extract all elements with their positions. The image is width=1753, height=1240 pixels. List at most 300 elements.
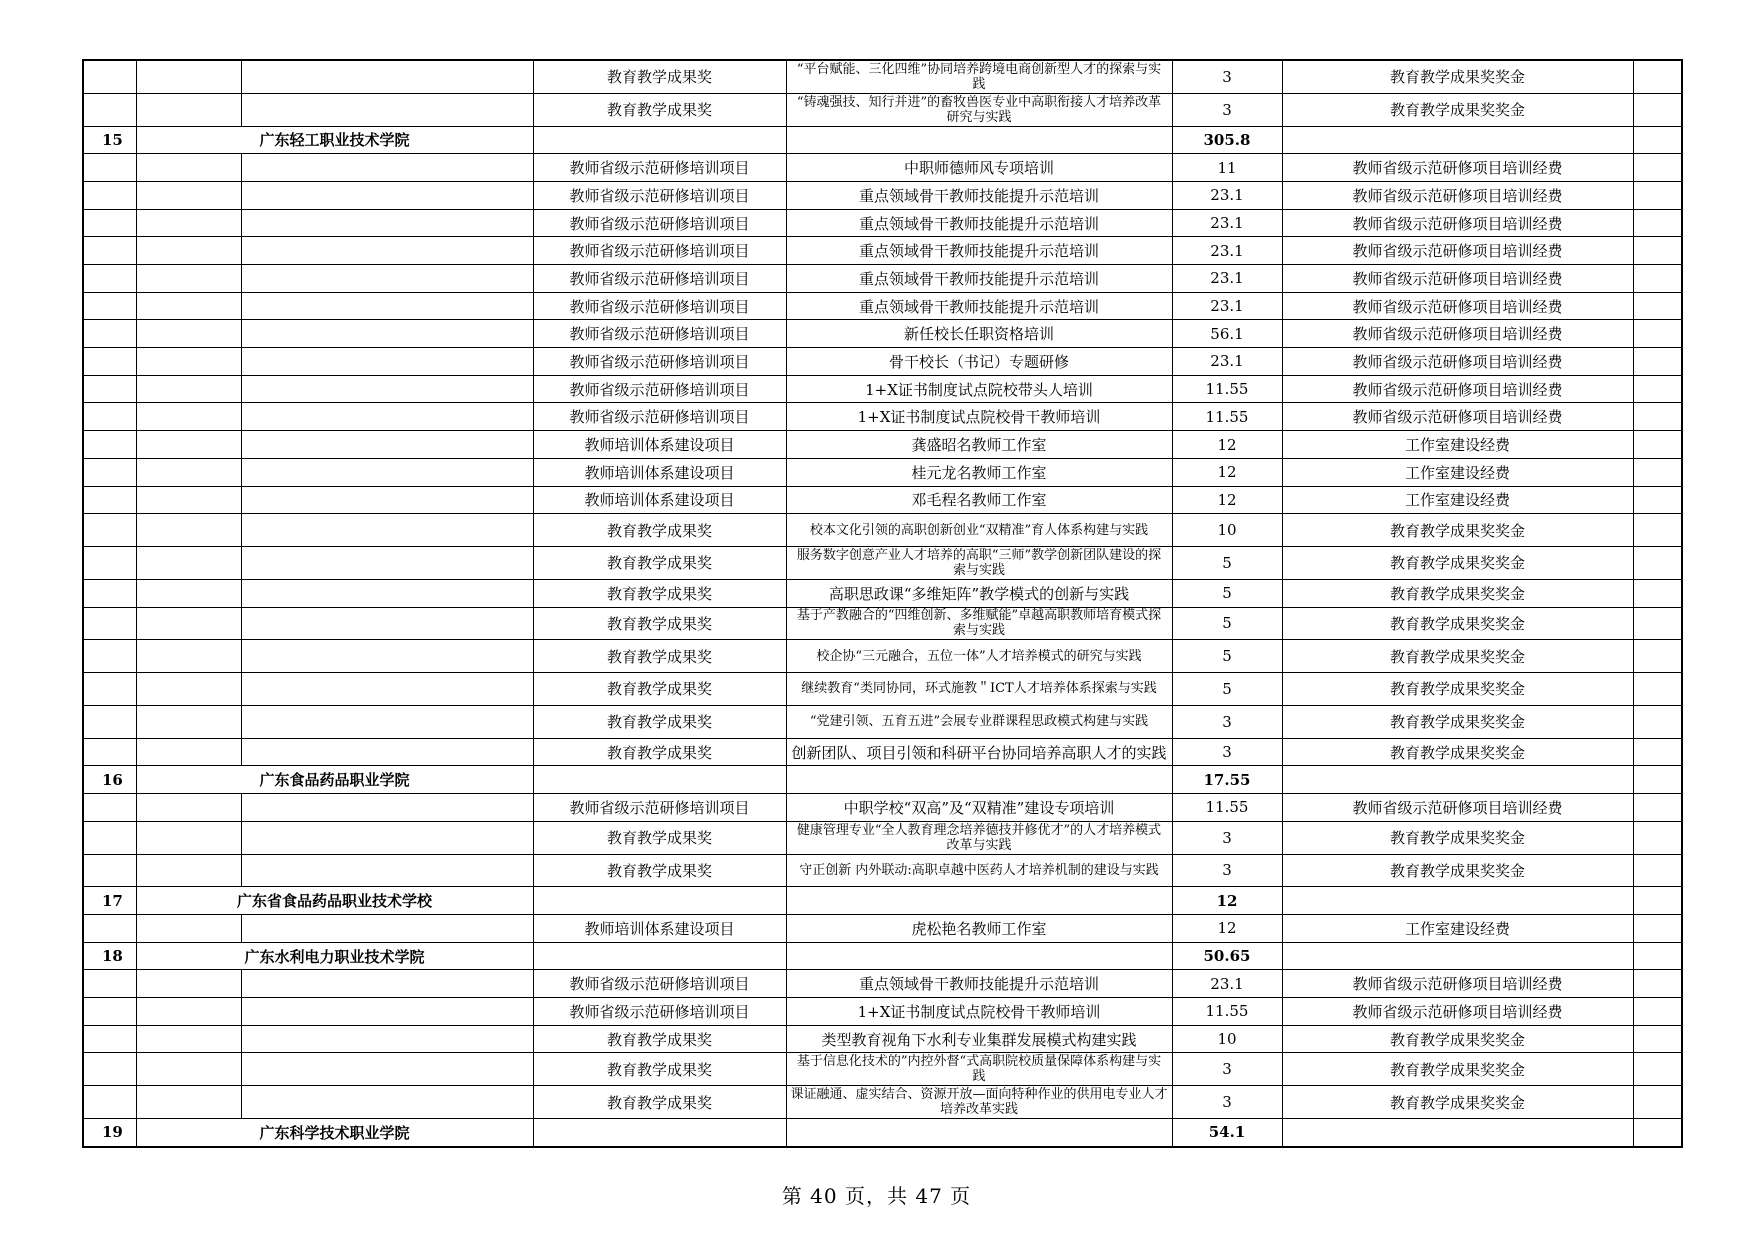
- seq-cell: 17: [83, 887, 136, 915]
- unit-cell: [241, 458, 533, 486]
- blank-cell: [136, 320, 241, 348]
- amount-cell: 11: [1172, 154, 1282, 182]
- project-cell: 重点领域骨干教师技能提升示范培训: [786, 181, 1172, 209]
- blank-cell: [136, 970, 241, 998]
- amount-cell: 54.1: [1172, 1119, 1282, 1147]
- seq-cell: [83, 320, 136, 348]
- remark-cell: [1633, 514, 1682, 547]
- unit-cell: [241, 375, 533, 403]
- remark-cell: [1633, 292, 1682, 320]
- remark-cell: [1633, 60, 1682, 93]
- project-cell: “平台赋能、三化四维”协同培养跨境电商创新型人才的探索与实践: [786, 60, 1172, 93]
- table-row: [83, 794, 1682, 822]
- seq-cell: 16: [83, 766, 136, 794]
- remark-cell: [1633, 673, 1682, 706]
- seq-cell: [83, 458, 136, 486]
- amount-cell: 23.1: [1172, 292, 1282, 320]
- fund-cell: 教育教学成果奖奖金: [1282, 705, 1633, 738]
- unit-cell: [241, 821, 533, 854]
- amount-cell: 50.65: [1172, 942, 1282, 970]
- project-cell: 重点领域骨干教师技能提升示范培训: [786, 237, 1172, 265]
- unit-cell: [241, 607, 533, 640]
- blank-cell: [136, 579, 241, 607]
- remark-cell: [1633, 738, 1682, 766]
- blank-cell: [136, 403, 241, 431]
- blank-cell: [136, 60, 241, 93]
- table-row: [83, 458, 1682, 486]
- fund-cell: 教师省级示范研修项目培训经费: [1282, 265, 1633, 293]
- seq-cell: [83, 154, 136, 182]
- category-cell: [533, 126, 786, 154]
- fund-cell: 教育教学成果奖奖金: [1282, 673, 1633, 706]
- seq-cell: [83, 1086, 136, 1119]
- seq-cell: [83, 998, 136, 1026]
- remark-cell: [1633, 486, 1682, 514]
- table-row: [83, 998, 1682, 1026]
- category-cell: 教师省级示范研修培训项目: [533, 970, 786, 998]
- seq-cell: [83, 292, 136, 320]
- unit-cell: [241, 579, 533, 607]
- remark-cell: [1633, 1086, 1682, 1119]
- seq-cell: [83, 514, 136, 547]
- blank-cell: [136, 915, 241, 943]
- unit-cell: [241, 547, 533, 580]
- seq-cell: 18: [83, 942, 136, 970]
- remark-cell: [1633, 915, 1682, 943]
- table-row: [83, 292, 1682, 320]
- remark-cell: [1633, 705, 1682, 738]
- institution-row: [83, 887, 1682, 915]
- fund-cell: 教育教学成果奖奖金: [1282, 640, 1633, 673]
- blank-cell: [136, 1053, 241, 1086]
- amount-cell: 11.55: [1172, 794, 1282, 822]
- unit-cell: [241, 320, 533, 348]
- project-cell: 继续教育“类同协同，环式施教＂ICT人才培养体系探索与实践: [786, 673, 1172, 706]
- blank-cell: [136, 375, 241, 403]
- unit-cell: [241, 738, 533, 766]
- blank-cell: [136, 486, 241, 514]
- seq-cell: [83, 579, 136, 607]
- remark-cell: [1633, 794, 1682, 822]
- category-cell: 教育教学成果奖: [533, 1025, 786, 1053]
- unit-cell: [241, 998, 533, 1026]
- project-cell: 虎松艳名教师工作室: [786, 915, 1172, 943]
- amount-cell: 5: [1172, 673, 1282, 706]
- table-row: [83, 607, 1682, 640]
- amount-cell: 11.55: [1172, 998, 1282, 1026]
- unit-cell: [241, 60, 533, 93]
- remark-cell: [1633, 607, 1682, 640]
- seq-cell: [83, 1025, 136, 1053]
- category-cell: 教师省级示范研修培训项目: [533, 209, 786, 237]
- amount-cell: 12: [1172, 915, 1282, 943]
- remark-cell: [1633, 181, 1682, 209]
- seq-cell: [83, 821, 136, 854]
- category-cell: 教育教学成果奖: [533, 738, 786, 766]
- project-cell: 重点领域骨干教师技能提升示范培训: [786, 970, 1172, 998]
- table-row: [83, 821, 1682, 854]
- category-cell: [533, 766, 786, 794]
- remark-cell: [1633, 348, 1682, 376]
- fund-cell: 教育教学成果奖奖金: [1282, 60, 1633, 93]
- unit-cell: [241, 915, 533, 943]
- category-cell: 教师培训体系建设项目: [533, 431, 786, 459]
- amount-cell: 23.1: [1172, 209, 1282, 237]
- seq-cell: [83, 181, 136, 209]
- blank-cell: [136, 154, 241, 182]
- project-cell: 新任校长任职资格培训: [786, 320, 1172, 348]
- category-cell: [533, 1119, 786, 1147]
- institution-row: [83, 766, 1682, 794]
- fund-cell: 教师省级示范研修项目培训经费: [1282, 237, 1633, 265]
- amount-cell: 23.1: [1172, 237, 1282, 265]
- category-cell: 教育教学成果奖: [533, 821, 786, 854]
- table-row: [83, 265, 1682, 293]
- institution-name: 广东食品药品职业学院: [136, 766, 533, 794]
- blank-cell: [136, 607, 241, 640]
- blank-cell: [136, 854, 241, 887]
- institution-name: 广东水利电力职业技术学院: [136, 942, 533, 970]
- unit-cell: [241, 154, 533, 182]
- seq-cell: [83, 607, 136, 640]
- seq-cell: 19: [83, 1119, 136, 1147]
- table-row: [83, 93, 1682, 126]
- blank-cell: [136, 431, 241, 459]
- project-cell: 守正创新 内外联动:高职卓越中医药人才培养机制的建设与实践: [786, 854, 1172, 887]
- blank-cell: [136, 209, 241, 237]
- table-row: [83, 431, 1682, 459]
- category-cell: 教育教学成果奖: [533, 1053, 786, 1086]
- project-cell: 健康管理专业“全人教育理念培养德技并修优才”的人才培养模式改革与实践: [786, 821, 1172, 854]
- fund-cell: 教育教学成果奖奖金: [1282, 821, 1633, 854]
- amount-cell: 23.1: [1172, 348, 1282, 376]
- amount-cell: 3: [1172, 60, 1282, 93]
- blank-cell: [136, 348, 241, 376]
- category-cell: 教育教学成果奖: [533, 705, 786, 738]
- remark-cell: [1633, 766, 1682, 794]
- category-cell: [533, 887, 786, 915]
- project-cell: 骨干校长（书记）专题研修: [786, 348, 1172, 376]
- amount-cell: 17.55: [1172, 766, 1282, 794]
- project-cell: [786, 1119, 1172, 1147]
- project-cell: “铸魂强技、知行并进”的畜牧兽医专业中高职衔接人才培养改革研究与实践: [786, 93, 1172, 126]
- remark-cell: [1633, 1053, 1682, 1086]
- institution-name: 广东科学技术职业学院: [136, 1119, 533, 1147]
- table-row: [83, 738, 1682, 766]
- category-cell: 教师培训体系建设项目: [533, 458, 786, 486]
- remark-cell: [1633, 431, 1682, 459]
- remark-cell: [1633, 998, 1682, 1026]
- remark-cell: [1633, 1119, 1682, 1147]
- category-cell: 教师培训体系建设项目: [533, 486, 786, 514]
- unit-cell: [241, 970, 533, 998]
- unit-cell: [241, 794, 533, 822]
- table-row: [83, 403, 1682, 431]
- amount-cell: 3: [1172, 93, 1282, 126]
- unit-cell: [241, 403, 533, 431]
- category-cell: 教师省级示范研修培训项目: [533, 348, 786, 376]
- seq-cell: [83, 1053, 136, 1086]
- project-cell: 高职思政课“多维矩阵”教学模式的创新与实践: [786, 579, 1172, 607]
- unit-cell: [241, 93, 533, 126]
- fund-cell: 教育教学成果奖奖金: [1282, 579, 1633, 607]
- project-cell: 课证融通、虚实结合、资源开放—面向特种作业的供用电专业人才培养改革实践: [786, 1086, 1172, 1119]
- fund-cell: 教师省级示范研修项目培训经费: [1282, 209, 1633, 237]
- remark-cell: [1633, 375, 1682, 403]
- remark-cell: [1633, 93, 1682, 126]
- remark-cell: [1633, 458, 1682, 486]
- amount-cell: 3: [1172, 854, 1282, 887]
- fund-cell: 教师省级示范研修项目培训经费: [1282, 403, 1633, 431]
- remark-cell: [1633, 209, 1682, 237]
- remark-cell: [1633, 854, 1682, 887]
- category-cell: 教师省级示范研修培训项目: [533, 320, 786, 348]
- fund-cell: 教师省级示范研修项目培训经费: [1282, 348, 1633, 376]
- blank-cell: [136, 640, 241, 673]
- remark-cell: [1633, 126, 1682, 154]
- fund-cell: 教师省级示范研修项目培训经费: [1282, 292, 1633, 320]
- seq-cell: [83, 209, 136, 237]
- fund-cell: [1282, 887, 1633, 915]
- table-row: [83, 705, 1682, 738]
- blank-cell: [136, 1086, 241, 1119]
- table-row: [83, 514, 1682, 547]
- remark-cell: [1633, 970, 1682, 998]
- project-cell: 类型教育视角下水利专业集群发展模式构建实践: [786, 1025, 1172, 1053]
- seq-cell: [83, 794, 136, 822]
- category-cell: 教育教学成果奖: [533, 93, 786, 126]
- blank-cell: [136, 458, 241, 486]
- project-cell: 重点领域骨干教师技能提升示范培训: [786, 292, 1172, 320]
- amount-cell: 3: [1172, 705, 1282, 738]
- project-cell: 1+X证书制度试点院校骨干教师培训: [786, 403, 1172, 431]
- project-cell: 邓毛程名教师工作室: [786, 486, 1172, 514]
- table-row: [83, 579, 1682, 607]
- fund-cell: 教师省级示范研修项目培训经费: [1282, 154, 1633, 182]
- category-cell: 教育教学成果奖: [533, 854, 786, 887]
- seq-cell: [83, 60, 136, 93]
- fund-cell: 教育教学成果奖奖金: [1282, 1025, 1633, 1053]
- institution-row: [83, 1119, 1682, 1147]
- fund-cell: [1282, 126, 1633, 154]
- seq-cell: [83, 403, 136, 431]
- blank-cell: [136, 998, 241, 1026]
- amount-cell: 3: [1172, 821, 1282, 854]
- seq-cell: [83, 348, 136, 376]
- blank-cell: [136, 1025, 241, 1053]
- amount-cell: 12: [1172, 431, 1282, 459]
- seq-cell: [83, 640, 136, 673]
- category-cell: 教师省级示范研修培训项目: [533, 154, 786, 182]
- table-row: [83, 348, 1682, 376]
- blank-cell: [136, 514, 241, 547]
- table-row: [83, 60, 1682, 93]
- remark-cell: [1633, 1025, 1682, 1053]
- remark-cell: [1633, 154, 1682, 182]
- fund-cell: 教育教学成果奖奖金: [1282, 93, 1633, 126]
- fund-cell: 工作室建设经费: [1282, 458, 1633, 486]
- category-cell: 教育教学成果奖: [533, 1086, 786, 1119]
- seq-cell: [83, 738, 136, 766]
- unit-cell: [241, 292, 533, 320]
- blank-cell: [136, 673, 241, 706]
- fund-cell: 教师省级示范研修项目培训经费: [1282, 181, 1633, 209]
- blank-cell: [136, 237, 241, 265]
- amount-cell: 10: [1172, 1025, 1282, 1053]
- amount-cell: 12: [1172, 458, 1282, 486]
- fund-cell: 工作室建设经费: [1282, 431, 1633, 459]
- seq-cell: [83, 486, 136, 514]
- category-cell: 教师省级示范研修培训项目: [533, 403, 786, 431]
- fund-cell: 教师省级示范研修项目培训经费: [1282, 320, 1633, 348]
- amount-cell: 11.55: [1172, 403, 1282, 431]
- unit-cell: [241, 673, 533, 706]
- seq-cell: [83, 705, 136, 738]
- blank-cell: [136, 93, 241, 126]
- unit-cell: [241, 514, 533, 547]
- institution-name: 广东省食品药品职业技术学校: [136, 887, 533, 915]
- project-cell: 重点领域骨干教师技能提升示范培训: [786, 265, 1172, 293]
- seq-cell: [83, 237, 136, 265]
- category-cell: 教师省级示范研修培训项目: [533, 794, 786, 822]
- table-row: [83, 915, 1682, 943]
- amount-cell: 12: [1172, 887, 1282, 915]
- unit-cell: [241, 1053, 533, 1086]
- table-row: [83, 209, 1682, 237]
- project-cell: “党建引领、五育五进”会展专业群课程思政模式构建与实践: [786, 705, 1172, 738]
- unit-cell: [241, 854, 533, 887]
- fund-cell: [1282, 766, 1633, 794]
- amount-cell: 5: [1172, 579, 1282, 607]
- table-row: [83, 181, 1682, 209]
- remark-cell: [1633, 403, 1682, 431]
- fund-cell: 教育教学成果奖奖金: [1282, 514, 1633, 547]
- unit-cell: [241, 181, 533, 209]
- blank-cell: [136, 705, 241, 738]
- seq-cell: [83, 547, 136, 580]
- unit-cell: [241, 640, 533, 673]
- remark-cell: [1633, 265, 1682, 293]
- blank-cell: [136, 547, 241, 580]
- category-cell: 教师省级示范研修培训项目: [533, 265, 786, 293]
- category-cell: 教师培训体系建设项目: [533, 915, 786, 943]
- project-cell: 桂元龙名教师工作室: [786, 458, 1172, 486]
- category-cell: 教育教学成果奖: [533, 640, 786, 673]
- unit-cell: [241, 265, 533, 293]
- fund-cell: 工作室建设经费: [1282, 486, 1633, 514]
- project-cell: 校企协“三元融合，五位一体”人才培养模式的研究与实践: [786, 640, 1172, 673]
- remark-cell: [1633, 547, 1682, 580]
- category-cell: 教师省级示范研修培训项目: [533, 375, 786, 403]
- project-cell: [786, 942, 1172, 970]
- amount-cell: 3: [1172, 1053, 1282, 1086]
- amount-cell: 10: [1172, 514, 1282, 547]
- table-row: [83, 970, 1682, 998]
- seq-cell: [83, 375, 136, 403]
- table-row: [83, 1053, 1682, 1086]
- unit-cell: [241, 1025, 533, 1053]
- table-row: [83, 1025, 1682, 1053]
- project-cell: 创新团队、项目引领和科研平台协同培养高职人才的实践: [786, 738, 1172, 766]
- remark-cell: [1633, 821, 1682, 854]
- project-cell: [786, 126, 1172, 154]
- amount-cell: 3: [1172, 1086, 1282, 1119]
- category-cell: [533, 942, 786, 970]
- unit-cell: [241, 705, 533, 738]
- fund-cell: 教育教学成果奖奖金: [1282, 1053, 1633, 1086]
- project-cell: 1+X证书制度试点院校骨干教师培训: [786, 998, 1172, 1026]
- amount-cell: 12: [1172, 486, 1282, 514]
- seq-cell: 15: [83, 126, 136, 154]
- institution-name: 广东轻工职业技术学院: [136, 126, 533, 154]
- blank-cell: [136, 181, 241, 209]
- amount-cell: 23.1: [1172, 265, 1282, 293]
- table-row: [83, 547, 1682, 580]
- remark-cell: [1633, 579, 1682, 607]
- budget-table: [82, 59, 1683, 1148]
- category-cell: 教育教学成果奖: [533, 60, 786, 93]
- project-cell: 1+X证书制度试点院校带头人培训: [786, 375, 1172, 403]
- remark-cell: [1633, 237, 1682, 265]
- project-cell: 基于产教融合的“四维创新、多维赋能”卓越高职教师培育模式探索与实践: [786, 607, 1172, 640]
- unit-cell: [241, 209, 533, 237]
- project-cell: 校本文化引领的高职创新创业“双精准”育人体系构建与实践: [786, 514, 1172, 547]
- category-cell: 教师省级示范研修培训项目: [533, 237, 786, 265]
- seq-cell: [83, 93, 136, 126]
- table-row: [83, 854, 1682, 887]
- table-row: [83, 486, 1682, 514]
- remark-cell: [1633, 942, 1682, 970]
- unit-cell: [241, 348, 533, 376]
- fund-cell: 教师省级示范研修项目培训经费: [1282, 970, 1633, 998]
- amount-cell: 23.1: [1172, 970, 1282, 998]
- table-row: [83, 237, 1682, 265]
- project-cell: 中职学校“双高”及“双精准”建设专项培训: [786, 794, 1172, 822]
- project-cell: [786, 766, 1172, 794]
- unit-cell: [241, 486, 533, 514]
- seq-cell: [83, 915, 136, 943]
- category-cell: 教育教学成果奖: [533, 514, 786, 547]
- amount-cell: 5: [1172, 607, 1282, 640]
- project-cell: [786, 887, 1172, 915]
- seq-cell: [83, 854, 136, 887]
- table-row: [83, 375, 1682, 403]
- project-cell: 服务数字创意产业人才培养的高职“三师”教学创新团队建设的探索与实践: [786, 547, 1172, 580]
- amount-cell: 56.1: [1172, 320, 1282, 348]
- remark-cell: [1633, 640, 1682, 673]
- category-cell: 教师省级示范研修培训项目: [533, 292, 786, 320]
- table-row: [83, 320, 1682, 348]
- category-cell: 教师省级示范研修培训项目: [533, 998, 786, 1026]
- amount-cell: 5: [1172, 640, 1282, 673]
- seq-cell: [83, 431, 136, 459]
- seq-cell: [83, 970, 136, 998]
- unit-cell: [241, 1086, 533, 1119]
- table-row: [83, 154, 1682, 182]
- blank-cell: [136, 738, 241, 766]
- institution-row: [83, 126, 1682, 154]
- institution-row: [83, 942, 1682, 970]
- amount-cell: 305.8: [1172, 126, 1282, 154]
- amount-cell: 5: [1172, 547, 1282, 580]
- amount-cell: 3: [1172, 738, 1282, 766]
- fund-cell: 教育教学成果奖奖金: [1282, 1086, 1633, 1119]
- fund-cell: 教师省级示范研修项目培训经费: [1282, 998, 1633, 1026]
- seq-cell: [83, 265, 136, 293]
- category-cell: 教育教学成果奖: [533, 607, 786, 640]
- blank-cell: [136, 821, 241, 854]
- project-cell: 基于信息化技术的”内控外督“式高职院校质量保障体系构建与实践: [786, 1053, 1172, 1086]
